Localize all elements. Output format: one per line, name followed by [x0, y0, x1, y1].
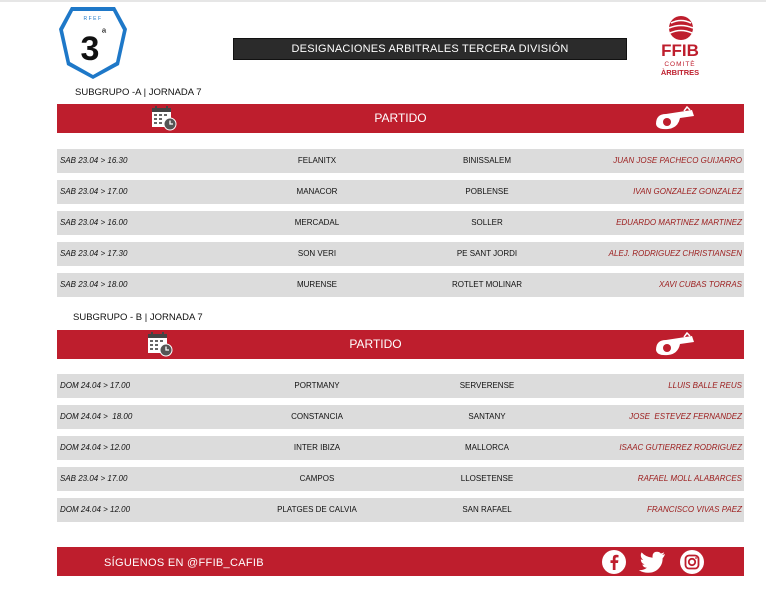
match-row	[57, 405, 744, 429]
match-row	[57, 273, 744, 297]
home-team: MANACOR	[296, 187, 338, 196]
match-date: SAB 23.04 > 17.00	[60, 474, 128, 483]
home-team: MURENSE	[296, 280, 337, 289]
away-team: SERVERENSE	[459, 381, 515, 390]
match-row	[57, 374, 744, 398]
subgroup-a-label: SUBGRUPO -A | JORNADA 7	[75, 87, 202, 98]
instagram-icon[interactable]	[679, 549, 705, 575]
ffib-logo	[655, 14, 707, 80]
referee-name: FRANCISCO VIVAS PAEZ	[647, 505, 742, 514]
home-team: FELANITX	[297, 156, 337, 165]
follow-us-text: SÍGUENOS EN @FFIB_CAFIB	[104, 557, 264, 569]
match-row	[57, 467, 744, 491]
away-team: SOLLER	[471, 218, 503, 227]
referee-name: JUAN JOSE PACHECO GUIJARRO	[613, 156, 742, 165]
footer-bar	[57, 547, 744, 576]
referee-name: LLUIS BALLE REUS	[668, 381, 742, 390]
whistle-icon	[654, 106, 698, 132]
match-row	[57, 149, 744, 173]
group-a-header	[57, 104, 744, 133]
match-row	[57, 436, 744, 460]
badge-top-text: RFEF	[83, 16, 103, 22]
logo-comite-text: COMITÈ	[664, 61, 696, 68]
away-team: POBLENSE	[465, 187, 509, 196]
away-team: BINISSALEM	[462, 156, 511, 165]
match-date: DOM 24.04 > 18.00	[60, 412, 133, 421]
match-row	[57, 242, 744, 266]
referee-name: ALEJ. RODRIGUEZ CHRISTIANSEN	[608, 249, 742, 258]
match-row	[57, 211, 744, 235]
referee-name: XAVI CUBAS TORRAS	[659, 280, 742, 289]
match-row	[57, 498, 744, 522]
match-date: SAB 23.04 > 18.00	[60, 280, 128, 289]
page-title: DESIGNACIONES ARBITRALES TERCERA DIVISIÓN	[233, 38, 627, 60]
home-team: PORTMANY	[294, 381, 340, 390]
away-team: SANTANY	[468, 412, 506, 421]
match-date: SAB 23.04 > 17.00	[60, 187, 128, 196]
match-date: SAB 23.04 > 16.00	[60, 218, 128, 227]
division-badge	[57, 3, 129, 81]
match-date: SAB 23.04 > 17.30	[60, 249, 128, 258]
match-date: DOM 24.04 > 17.00	[60, 381, 131, 390]
home-team: SON VERI	[297, 249, 337, 258]
home-team: PLATGES DE CALVIA	[277, 505, 357, 514]
top-divider	[0, 0, 766, 2]
match-date: DOM 24.04 > 12.00	[60, 443, 131, 452]
home-team: MERCADAL	[294, 218, 340, 227]
whistle-icon	[654, 332, 698, 358]
match-date: SAB 23.04 > 16.30	[60, 156, 128, 165]
referee-name: JOSE ESTEVEZ FERNANDEZ	[629, 412, 742, 421]
referee-name: ISAAC GUTIERREZ RODRIGUEZ	[619, 443, 742, 452]
facebook-icon[interactable]	[601, 549, 627, 575]
column-title-partido: PARTIDO	[374, 111, 427, 125]
logo-ffib-text: FFIB	[661, 41, 699, 60]
referee-name: EDUARDO MARTINEZ MARTINEZ	[616, 218, 742, 227]
match-date: DOM 24.04 > 12.00	[60, 505, 131, 514]
group-b-header	[57, 330, 744, 359]
referee-name: RAFAEL MOLL ALABARCES	[637, 474, 742, 483]
badge-division-number: 3	[80, 30, 100, 68]
subgroup-b-label: SUBGRUPO - B | JORNADA 7	[73, 312, 203, 323]
logo-arbitres-text: ÀRBITRES	[660, 68, 700, 77]
away-team: LLOSETENSE	[460, 474, 514, 483]
away-team: MALLORCA	[464, 443, 509, 452]
away-team: PE SANT JORDI	[456, 249, 518, 258]
home-team: INTER IBIZA	[293, 443, 341, 452]
home-team: CAMPOS	[299, 474, 335, 483]
home-team: CONSTANCIA	[291, 412, 343, 421]
referee-name: IVAN GONZALEZ GONZALEZ	[633, 187, 742, 196]
twitter-icon[interactable]	[637, 549, 667, 575]
badge-superscript: ª	[101, 27, 107, 39]
away-team: SAN RAFAEL	[462, 505, 512, 514]
column-title-partido: PARTIDO	[349, 337, 402, 351]
away-team: ROTLET MOLINAR	[451, 280, 523, 289]
match-row	[57, 180, 744, 204]
